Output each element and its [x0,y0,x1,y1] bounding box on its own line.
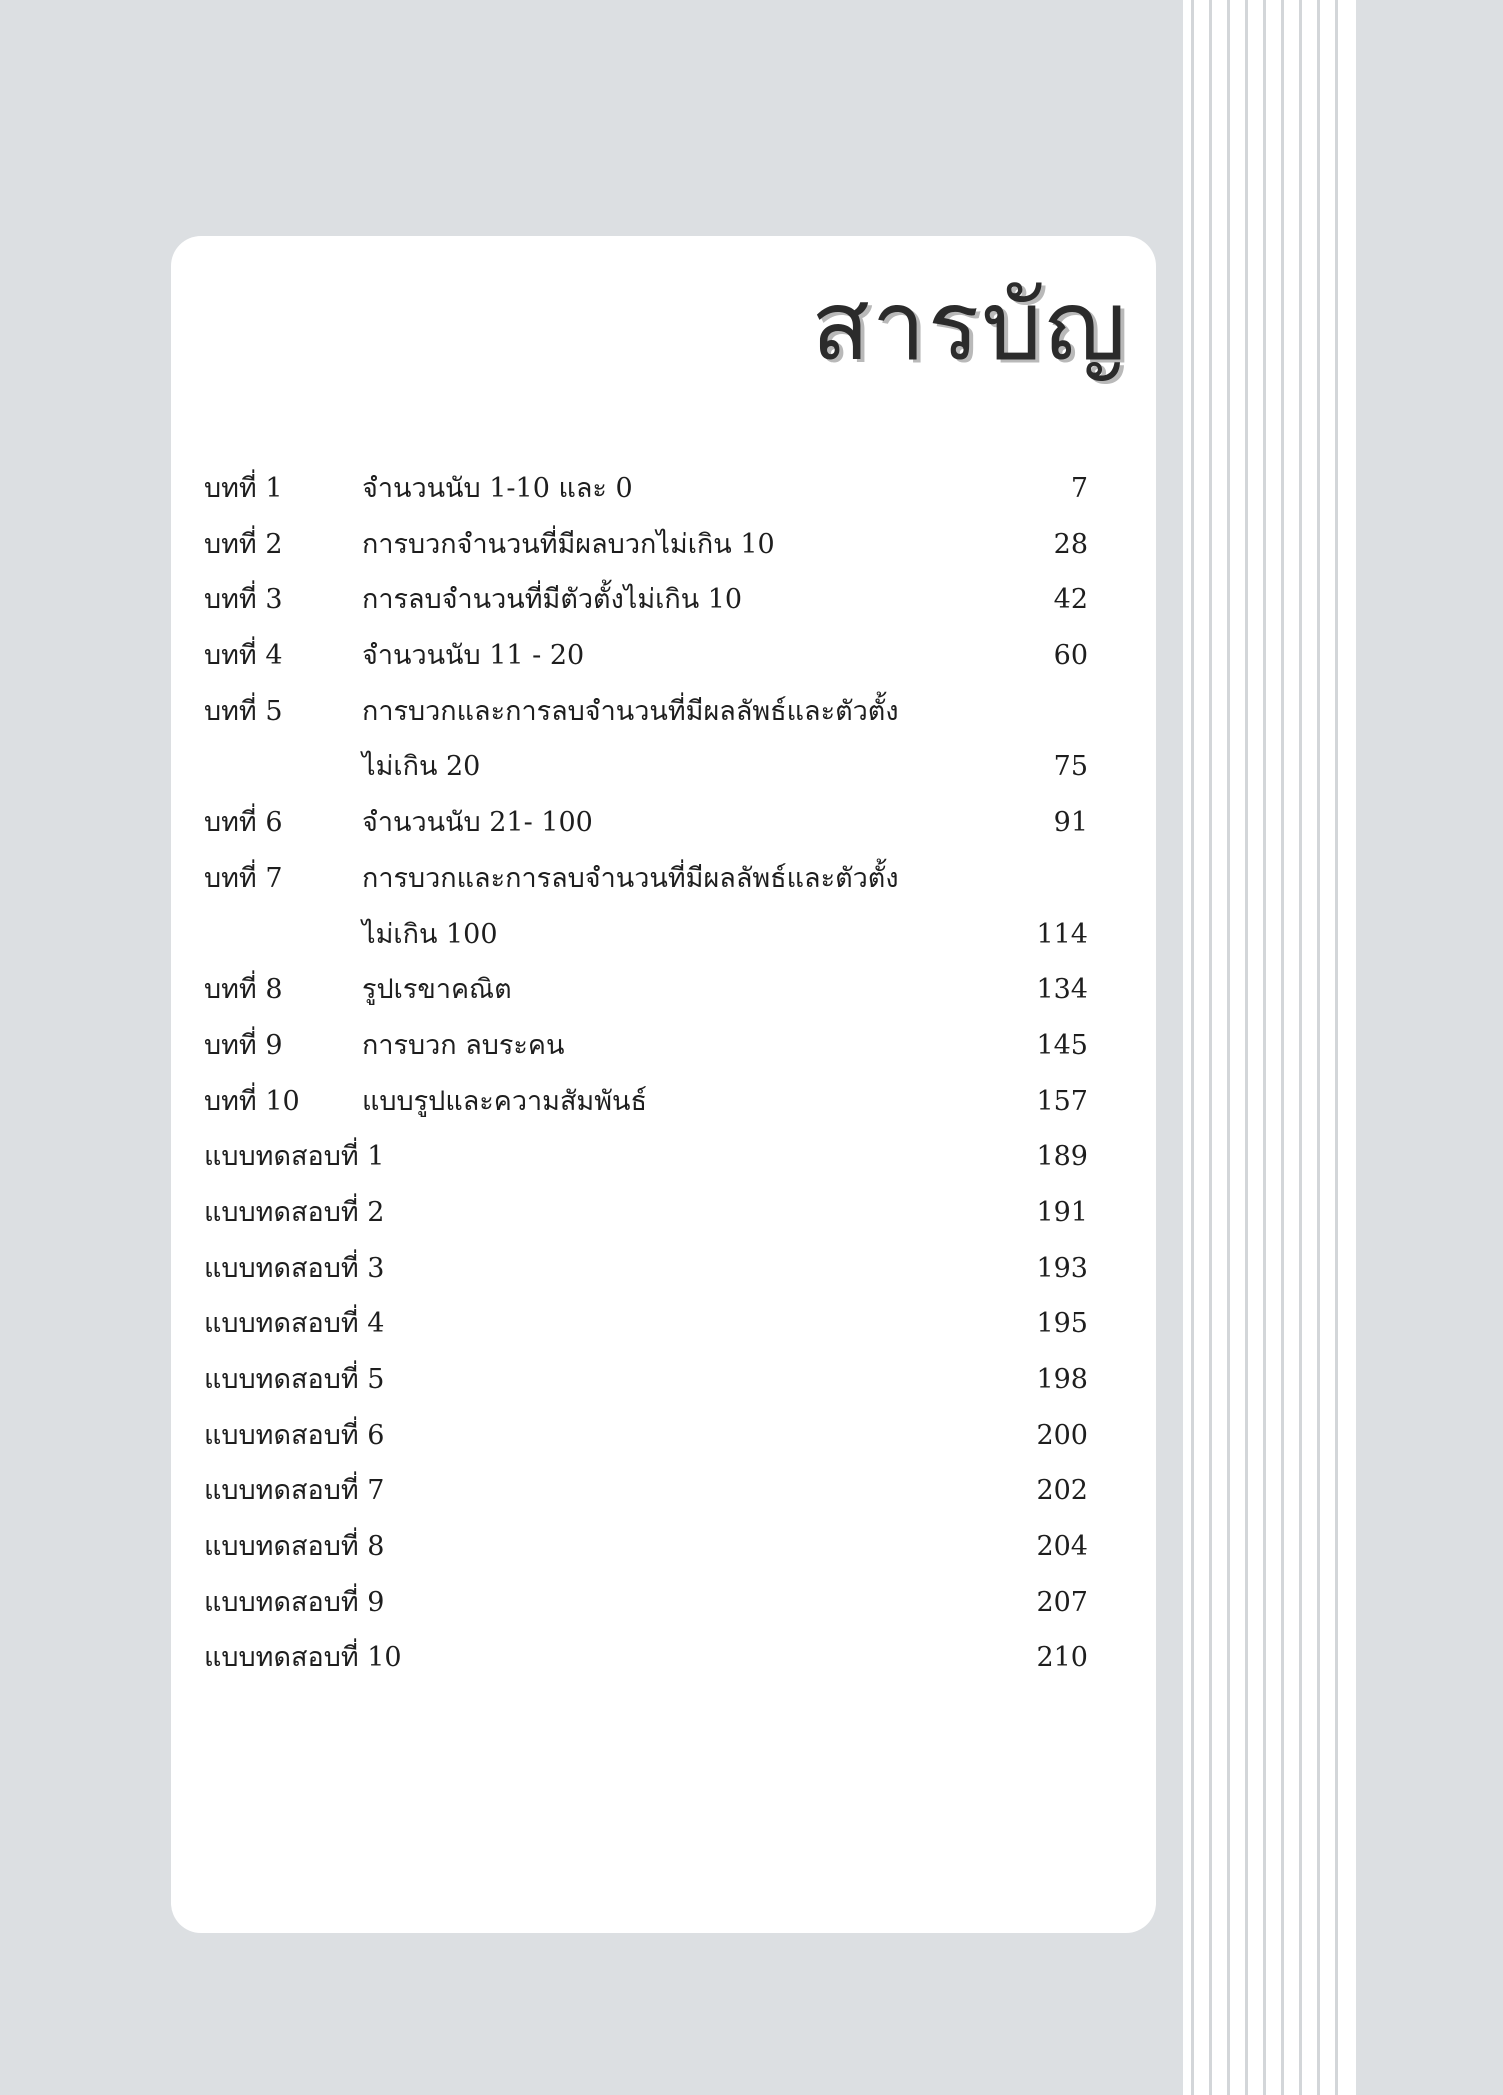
toc-entry-label: แบบทดสอบที่ 1 [204,1141,385,1173]
toc-entry-label: บทที่ 4 [204,640,283,672]
toc-entry-page-number: 7 [1070,473,1088,504]
toc-entry-label: บทที่ 2 [204,528,283,560]
toc-entry-label: บทที่ 3 [204,584,283,616]
toc-entry-page-number: 60 [1053,640,1088,672]
toc-entry [204,572,1124,628]
toc-entry [204,1463,1124,1519]
toc-entry-title: ไม่เกิน 100 [362,918,498,950]
toc-entry-label: แบบทดสอบที่ 6 [204,1419,385,1451]
toc-entry-title: จำนวนนับ 11 - 20 [362,640,585,672]
toc-card [171,236,1156,1933]
toc-entry [204,962,1124,1018]
toc-entry-page-number: 91 [1053,807,1088,839]
stripe-line [1335,0,1338,2095]
toc-entry-page-number: 191 [1036,1196,1088,1228]
toc-entry [204,1408,1124,1464]
toc-entry [204,739,1124,795]
toc-entry [204,1185,1124,1241]
toc-entry-title: การบวกและการลบจำนวนที่มีผลลัพธ์และตัวตั้ง [362,695,899,727]
toc-entry-page-number: 157 [1036,1085,1088,1117]
toc-entry-page-number: 193 [1036,1252,1088,1284]
toc-entry-title: จำนวนนับ 1-10 และ 0 [362,473,633,504]
toc-entry [204,1575,1124,1631]
toc-entry-page-number: 204 [1036,1531,1088,1563]
toc-entry-title: รูปเรขาคณิต [362,974,512,1006]
toc-entry-title: การลบจำนวนที่มีตัวตั้งไม่เกิน 10 [362,584,743,616]
stripe-line [1263,0,1266,2095]
toc-entry-label: แบบทดสอบที่ 8 [204,1531,385,1563]
stripe-line [1191,0,1194,2095]
decorative-stripe-band [1183,0,1356,2095]
toc-entry-title: ไม่เกิน 20 [362,751,481,783]
stripe-line [1227,0,1230,2095]
toc-entry [204,517,1124,573]
toc-entry-page-number: 200 [1036,1419,1088,1451]
page-title: สารบัญ [811,270,1128,382]
toc-entry-title: การบวกและการลบจำนวนที่มีผลลัพธ์และตัวตั้ง [362,862,899,894]
stripe-line [1299,0,1302,2095]
toc-entry-page-number: 202 [1036,1475,1088,1507]
toc-entry-label: บทที่ 7 [204,862,283,894]
toc-entry-label: บทที่ 1 [204,473,283,504]
toc-entry-label: บทที่ 10 [204,1085,300,1117]
toc-entry [204,1630,1124,1686]
toc-entry-page-number: 207 [1036,1586,1088,1618]
toc-entry-page-number: 28 [1053,528,1088,560]
toc-entry-page-number: 75 [1053,751,1088,783]
toc-entry [204,628,1124,684]
stripe-line [1209,0,1212,2095]
toc-entry-title: การบวกจำนวนที่มีผลบวกไม่เกิน 10 [362,528,775,560]
toc-entry-label: แบบทดสอบที่ 10 [204,1642,402,1674]
toc-entry-page-number: 145 [1036,1029,1088,1061]
toc-entry-label: แบบทดสอบที่ 2 [204,1196,385,1228]
toc-entry-page-number: 42 [1053,584,1088,616]
toc-entry-label: แบบทดสอบที่ 5 [204,1364,385,1395]
toc-entry-label: บทที่ 8 [204,974,283,1006]
toc-entry-label: แบบทดสอบที่ 9 [204,1586,385,1618]
toc-entry-label: แบบทดสอบที่ 4 [204,1308,385,1340]
toc-entry [204,1352,1124,1408]
toc-entry [204,461,1124,517]
toc-entry-page-number: 210 [1036,1642,1088,1674]
toc-entry-page-number: 195 [1036,1308,1088,1340]
toc-list [204,461,1124,1686]
toc-entry [204,795,1124,851]
toc-entry-title: แบบรูปและความสัมพันธ์ [362,1085,647,1117]
toc-entry [204,1241,1124,1297]
toc-entry [204,851,1124,907]
toc-entry-page-number: 189 [1036,1141,1088,1173]
toc-entry [204,1129,1124,1185]
toc-entry [204,1519,1124,1575]
toc-entry [204,1296,1124,1352]
toc-entry [204,684,1124,740]
toc-entry-title: จำนวนนับ 21- 100 [362,807,593,839]
toc-entry-label: บทที่ 5 [204,695,283,727]
toc-entry-label: แบบทดสอบที่ 3 [204,1252,385,1284]
toc-entry-label: แบบทดสอบที่ 7 [204,1475,385,1507]
stripe-line [1245,0,1248,2095]
stripe-line [1317,0,1320,2095]
toc-entry [204,1018,1124,1074]
toc-entry-page-number: 114 [1036,918,1088,950]
toc-entry-label: บทที่ 6 [204,807,283,839]
toc-entry-page-number: 134 [1036,974,1088,1006]
toc-entry-label: บทที่ 9 [204,1029,283,1061]
toc-entry [204,1074,1124,1130]
stripe-line [1281,0,1284,2095]
toc-entry-page-number: 198 [1036,1364,1088,1395]
toc-entry-title: การบวก ลบระคน [362,1029,565,1061]
toc-entry [204,907,1124,963]
